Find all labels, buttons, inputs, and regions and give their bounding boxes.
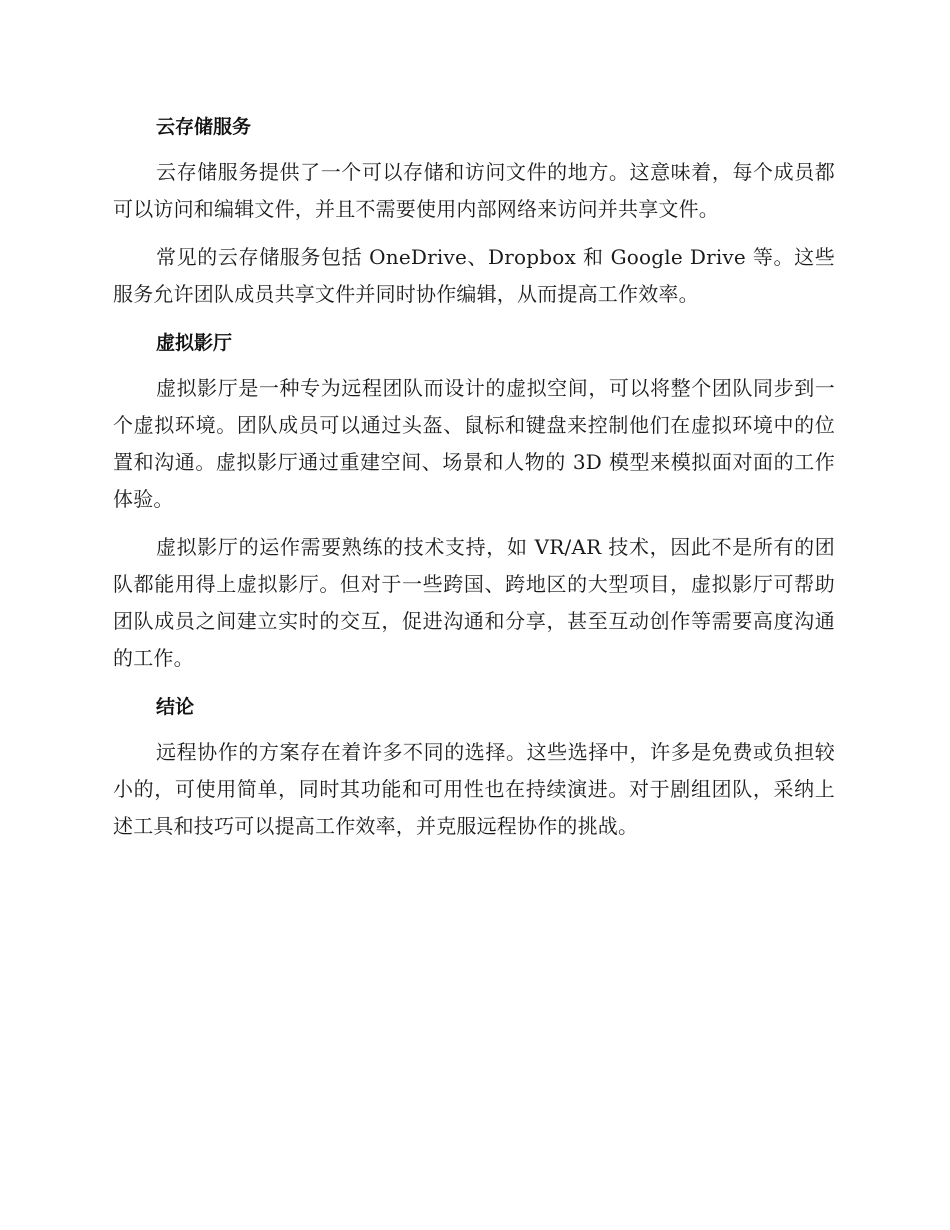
paragraph-virtual-hall-intro: 虚拟影厅是一种专为远程团队而设计的虚拟空间，可以将整个团队同步到一个虚拟环境。团队成员可以通过头盔、鼠标和键盘来控制他们在虚拟环境中的位置和沟通。虚拟影厅通过重建空间、场景和人物的 3D 模型来模拟面对面的工作体验。: [113, 376, 835, 511]
section-heading-cloud-storage: 云存储服务: [156, 116, 252, 138]
paragraph-cloud-storage-intro: 云存储服务提供了一个可以存储和访问文件的地方。这意味着，每个成员都可以访问和编辑文件，并且不需要使用内部网络来访问并共享文件。: [113, 160, 835, 221]
section-heading-virtual-hall: 虚拟影厅: [156, 332, 233, 354]
document-body: [113, 108, 835, 856]
paragraph-conclusion: 远程协作的方案存在着许多不同的选择。这些选择中，许多是免费或负担较小的，可使用简单，同时其功能和可用性也在持续演进。对于剧组团队，采纳上述工具和技巧可以提高工作效率，并克服远程协作的挑战。: [113, 740, 835, 838]
section-heading-conclusion: 结论: [156, 696, 195, 718]
paragraph-virtual-hall-requirements: 虚拟影厅的运作需要熟练的技术支持，如 VR/AR 技术，因此不是所有的团队都能用得上虚拟影厅。但对于一些跨国、跨地区的大型项目，虚拟影厅可帮助团队成员之间建立实时的交互，促进沟通和分享，甚至互动创作等需要高度沟通的工作。: [113, 535, 835, 670]
paragraph-cloud-storage-examples: 常见的云存储服务包括 OneDrive、Dropbox 和 Google Drive 等。这些服务允许团队成员共享文件并同时协作编辑，从而提高工作效率。: [113, 245, 835, 306]
